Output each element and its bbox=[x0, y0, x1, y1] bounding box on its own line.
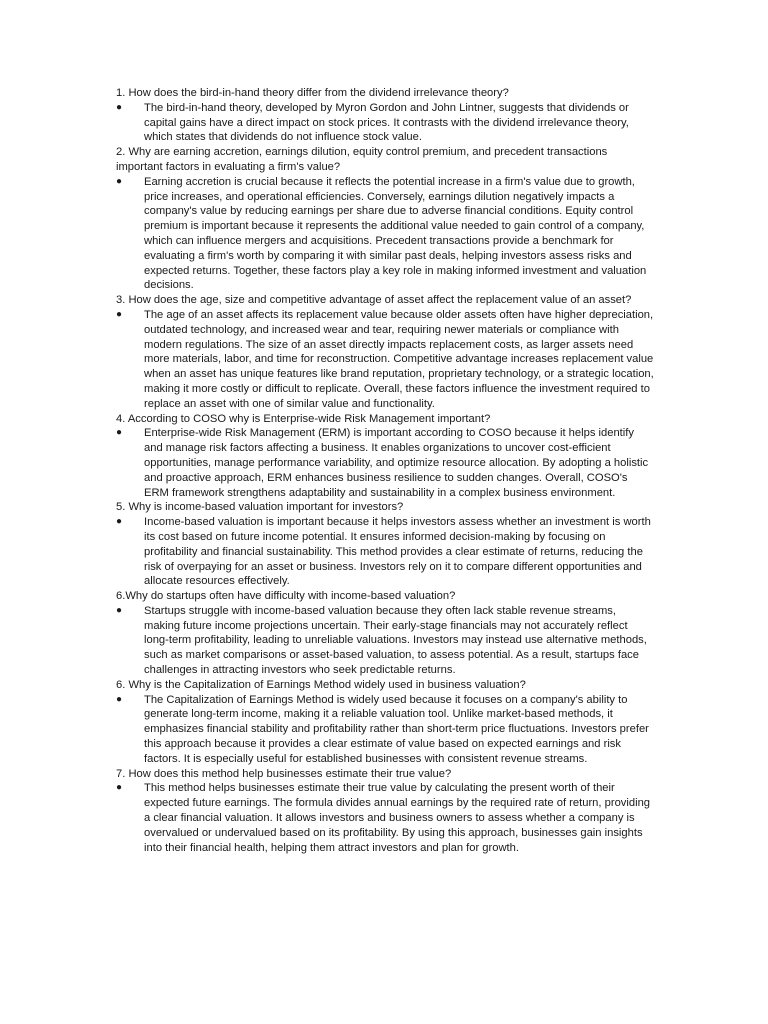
question-1: 1. How does the bird-in-hand theory differ from the dividend irrelevance theory? bbox=[116, 87, 509, 99]
bullet-icon: ● bbox=[116, 604, 123, 616]
answer-3-text: The age of an asset affects its replacement value because older assets often have higher depreciation, outdated technology, and increased wear and tear, requiring newer materials or compliance with modern regulations. The size of an asset directly impacts replacement costs, as larger assets need more materials, labor, and time for reconstruction. Competitive advantage increases replacement value when an asset has unique features like brand reputation, proprietary technology, or a strategic location, making it more costly or difficult to replicate. Overall, these factors influence the investment required to replace an asset with one of similar value and functionality. bbox=[144, 308, 654, 410]
answer-1 bbox=[116, 101, 654, 145]
bullet-icon: ● bbox=[116, 427, 123, 439]
answer-5-text: Income-based valuation is important because it helps investors assess whether an investment is worth its cost based on future income potential. It ensures informed decision-making by focusing on profitability and financial sustainability. This method provides a clear estimate of returns, reducing the risk of overpaying for an asset or business. Investors rely on it to compare different opportunities and allocate resources effectively. bbox=[144, 516, 651, 588]
bullet-icon: ● bbox=[116, 693, 123, 705]
document-page bbox=[116, 86, 654, 855]
bullet-icon: ● bbox=[116, 175, 123, 187]
answer-4-text: Enterprise-wide Risk Management (ERM) is important according to COSO because it helps identify and manage risk factors affecting a business. It enables organizations to uncover cost-efficient opportunities, manage performance variability, and optimize resource allocation. By adopting a holistic and proactive approach, ERM enhances business resilience to sudden changes. Overall, COSO's ERM framework strengthens adaptability and sustainability in a complex business environment. bbox=[144, 427, 649, 499]
answer-2 bbox=[116, 175, 654, 293]
answer-3 bbox=[116, 308, 654, 412]
bullet-icon: ● bbox=[116, 101, 123, 113]
question-7: 7. How does this method help businesses estimate their true value? bbox=[116, 767, 452, 780]
answer-7-text: This method helps businesses estimate their true value by calculating the present worth of their expected future earnings. The formula divides annual earnings by the required rate of return, providing a clear financial valuation. It allows investors and business owners to assess whether a company is overvalued or undervalued based on its profitability. By using this approach, businesses gain insights into their financial health, helping them attract investors and plan for growth. bbox=[144, 782, 651, 854]
question-4: 4. According to COSO why is Enterprise-wide Risk Management important? bbox=[116, 412, 491, 425]
question-3: 3. How does the age, size and competitive advantage of asset affect the replacement value of an asset? bbox=[116, 294, 632, 307]
question-6b: 6. Why is the Capitalization of Earnings Method widely used in business valuation? bbox=[116, 678, 526, 691]
question-6a: 6.Why do startups often have difficulty with income-based valuation? bbox=[116, 590, 456, 603]
bullet-icon: ● bbox=[116, 516, 123, 528]
answer-4 bbox=[116, 426, 654, 500]
answer-5 bbox=[116, 515, 654, 589]
answer-6b bbox=[116, 693, 654, 767]
answer-1-text: The bird-in-hand theory, developed by Myron Gordon and John Lintner, suggests that dividends or capital gains have a direct impact on stock prices. It contrasts with the dividend irrelevance theory, which states that dividends do not influence stock value. bbox=[144, 101, 629, 144]
answer-7 bbox=[116, 781, 654, 855]
answer-6a bbox=[116, 604, 654, 678]
answer-6a-text: Startups struggle with income-based valuation because they often lack stable revenue streams, making future income projections uncertain. Their early-stage financials may not accurately reflect long-term profitability, leading to unreliable valuations. Investors may instead use alternative methods, such as market comparisons or asset-based valuation, to assess potential. As a result, startups face challenges in attracting investors who seek predictable returns. bbox=[144, 604, 647, 677]
answer-2-text: Earning accretion is crucial because it reflects the potential increase in a firm's value due to growth, price increases, and operational efficiencies. Conversely, earnings dilution negatively impacts a company's value by reducing earnings per share due to adverse financial conditions. Equity control premium is important because it represents the additional value needed to gain control of a company, which can influence mergers and acquisitions. Precedent transactions provide a benchmark for evaluating a firm's worth by comparing it with similar past deals, helping investors assess risks and expected returns. Together, these factors play a key role in making informed investment and valuation decisions. bbox=[144, 175, 647, 292]
answer-6b-text: The Capitalization of Earnings Method is widely used because it focuses on a company's ability to generate long-term income, making it a reliable valuation tool. Unlike market-based methods, it emphasizes financial stability and profitability rather than short-term price fluctuations. Investors prefer this approach because it provides a clear estimate of value based on expected earnings and risk factors. It is especially useful for established businesses with consistent revenue streams. bbox=[144, 693, 649, 765]
question-5: 5. Why is income-based valuation important for investors? bbox=[116, 501, 404, 514]
question-2: 2. Why are earning accretion, earnings dilution, equity control premium, and precedent transactions important factors in evaluating a firm's value? bbox=[116, 146, 608, 173]
bullet-icon: ● bbox=[116, 308, 123, 320]
bullet-icon: ● bbox=[116, 782, 123, 794]
